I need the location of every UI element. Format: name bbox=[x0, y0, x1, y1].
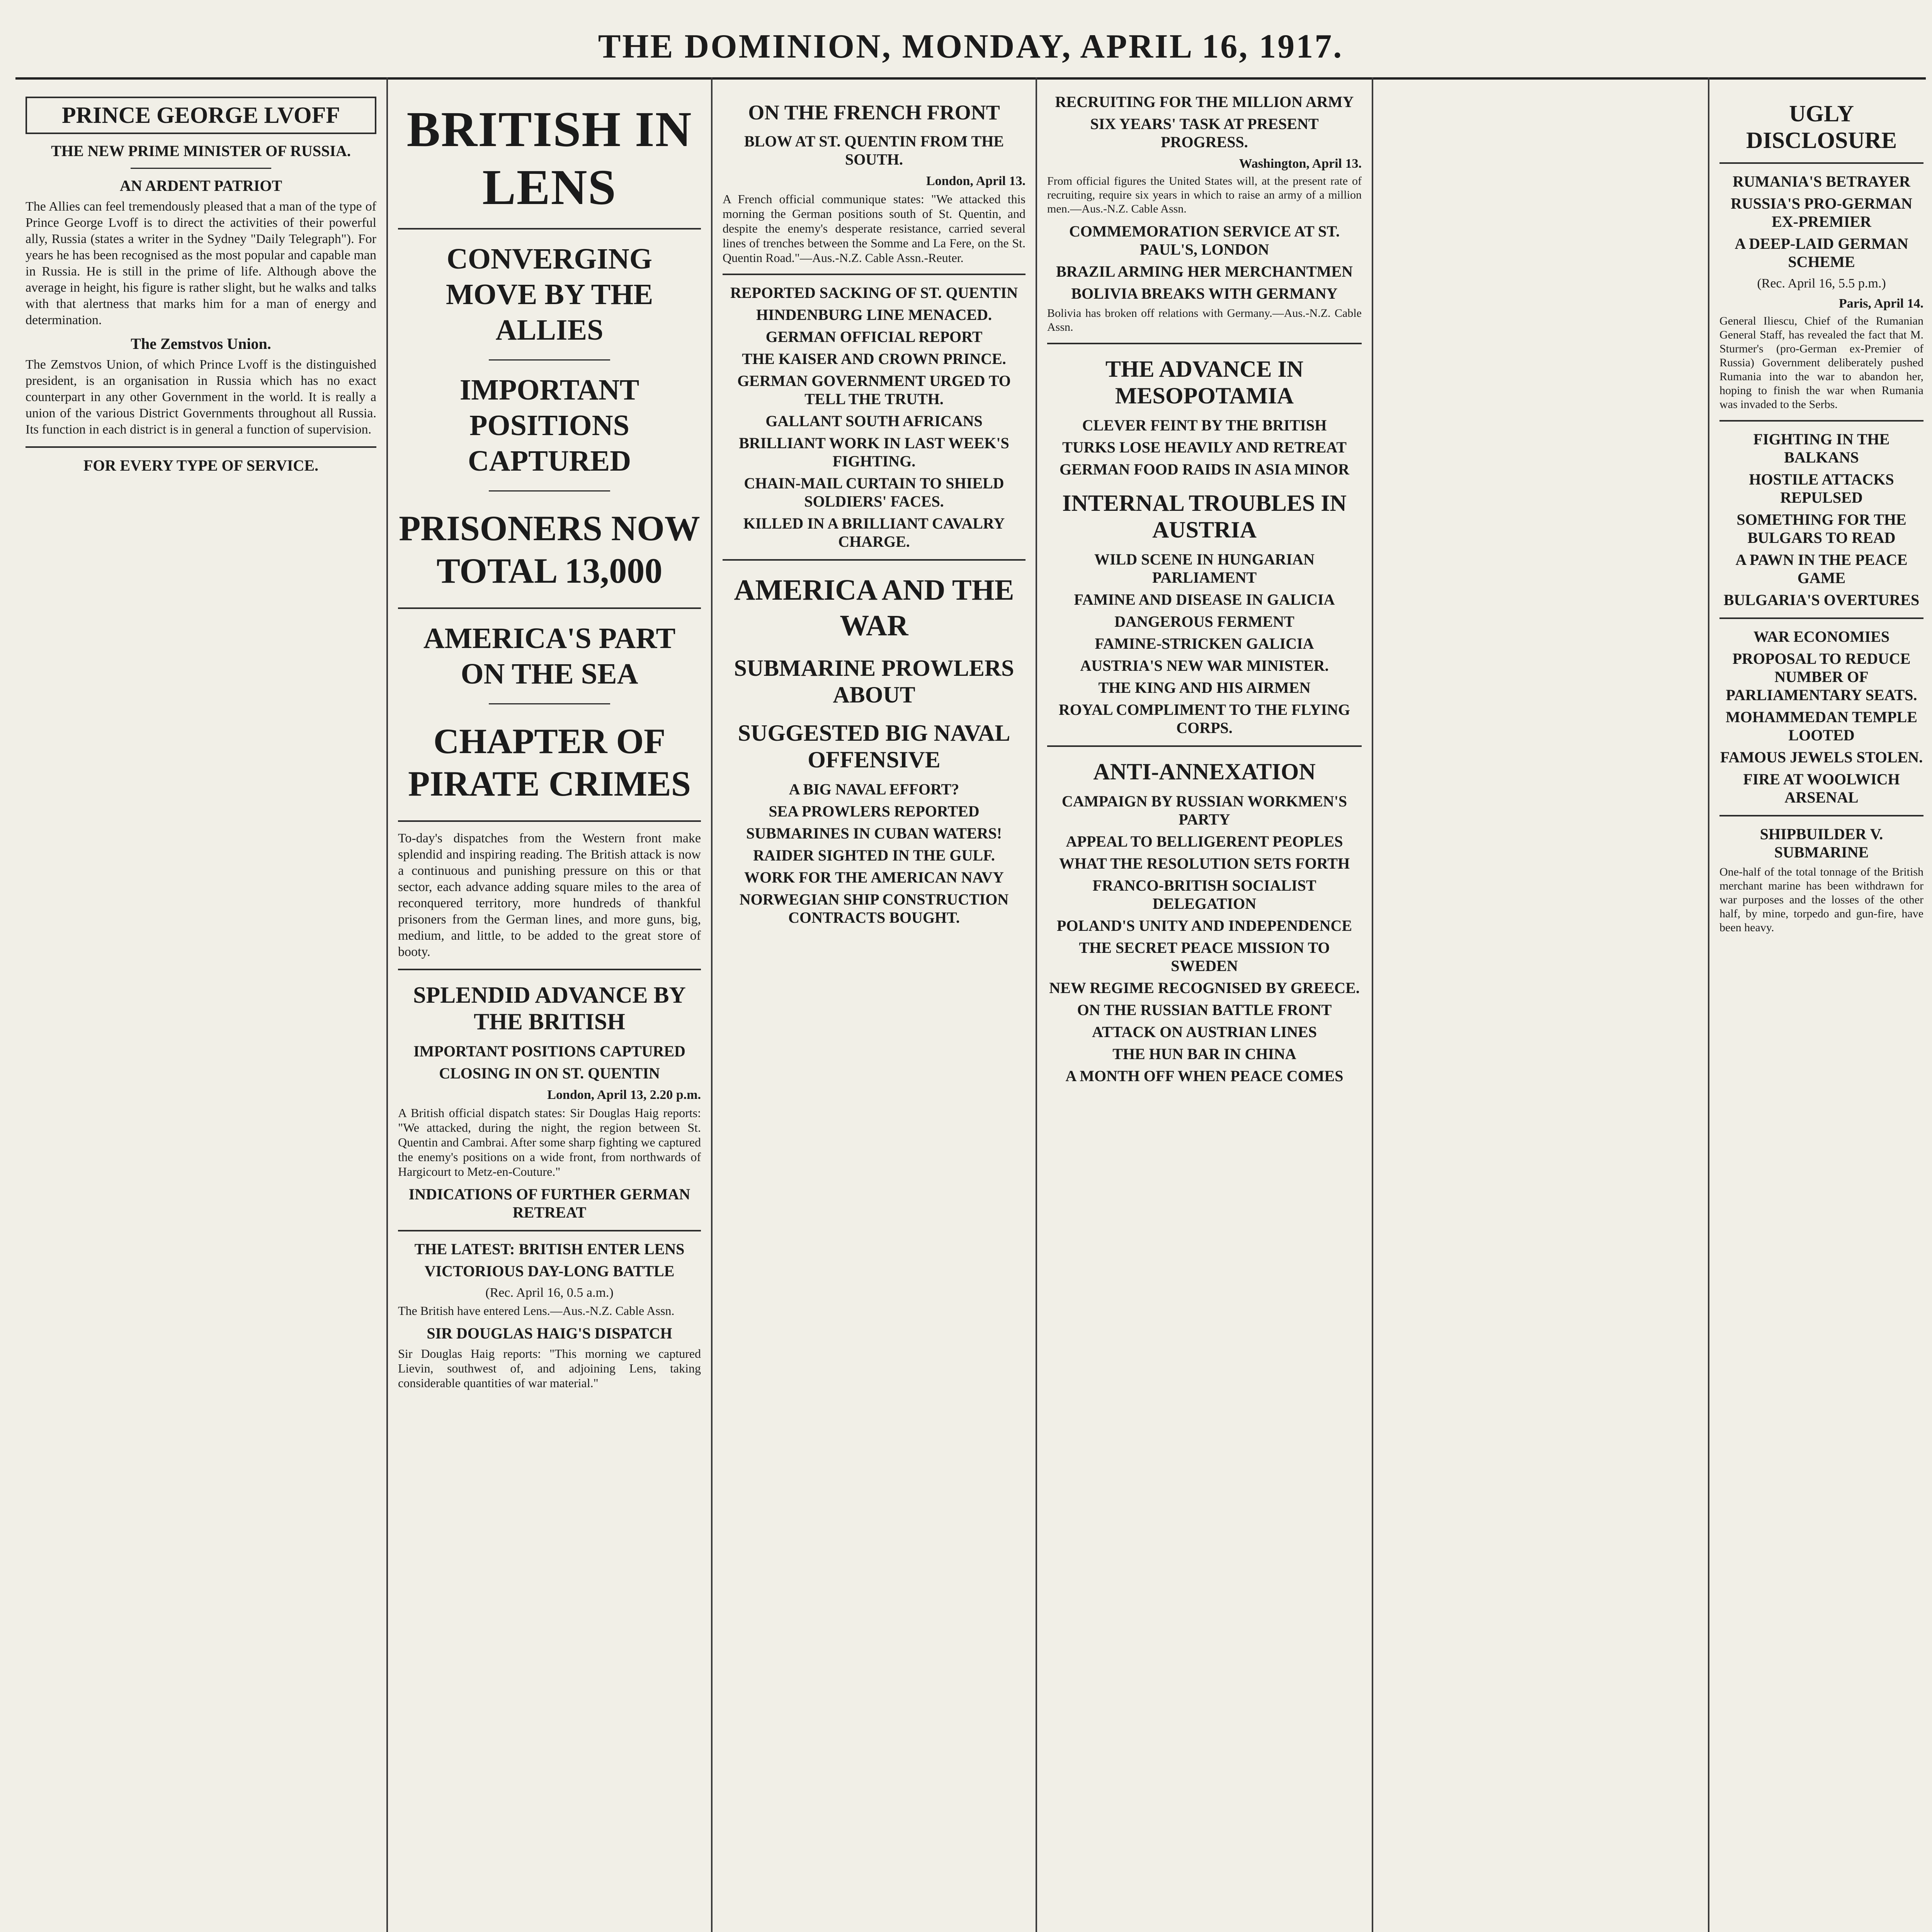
section-subheadline: ON THE RUSSIAN BATTLE FRONT bbox=[1077, 1001, 1332, 1019]
divider bbox=[1047, 745, 1362, 747]
masthead-rule bbox=[15, 77, 1926, 80]
section-subheadline: A BIG NAVAL EFFORT? bbox=[789, 781, 959, 798]
divider bbox=[489, 490, 610, 492]
section-subheadline: CLEVER FEINT BY THE BRITISH bbox=[1082, 417, 1327, 434]
section-subheadline: BOLIVIA BREAKS WITH GERMANY bbox=[1071, 285, 1338, 302]
section-subheadline: SIR DOUGLAS HAIG'S DISPATCH bbox=[427, 1325, 672, 1342]
divider bbox=[489, 359, 610, 361]
section-subheadline: A MONTH OFF WHEN PEACE COMES bbox=[1065, 1067, 1344, 1085]
section-subheadline: BRAZIL ARMING HER MERCHANTMEN bbox=[1056, 263, 1353, 280]
divider bbox=[1719, 162, 1923, 164]
column-french-front bbox=[713, 89, 1036, 1932]
section-subheadline: SEA PROWLERS REPORTED bbox=[769, 803, 980, 820]
sub-headline: PRISONERS NOW TOTAL 13,000 bbox=[399, 509, 700, 590]
section-subheadline: THE SECRET PEACE MISSION TO SWEDEN bbox=[1079, 939, 1330, 975]
section-subheadline: GERMAN GOVERNMENT URGED TO TELL THE TRUTH. bbox=[737, 372, 1011, 408]
article-paragraph: The Zemstvos Union, of which Prince Lvoff is the distinguished president, is an organisation in Russia which has no exact counterpart in any other Government in the world. It is really a union of the various District Governments throughout all Russia. Its function in each district is in general a function of supervision. bbox=[26, 357, 376, 437]
article-paragraph: Bolivia has broken off relations with Germany.—Aus.-N.Z. Cable Assn. bbox=[1047, 307, 1362, 333]
column-ugly-disclosure bbox=[1709, 89, 1932, 1932]
section-subheadline: SUGGESTED BIG NAVAL OFFENSIVE bbox=[738, 720, 1010, 772]
section-subheadline: RAIDER SIGHTED IN THE GULF. bbox=[753, 847, 995, 864]
section-subheadline: MOHAMMEDAN TEMPLE LOOTED bbox=[1726, 708, 1917, 744]
section-subheadline: SUBMARINE PROWLERS ABOUT bbox=[734, 655, 1014, 707]
section-subheadline: A DEEP-LAID GERMAN SCHEME bbox=[1735, 235, 1908, 270]
column-british-in-lens bbox=[388, 89, 711, 1932]
section-subheadline: VICTORIOUS DAY-LONG BATTLE bbox=[424, 1262, 675, 1280]
article-paragraph: The British have entered Lens.—Aus.-N.Z. Cable Assn. bbox=[398, 1304, 675, 1318]
article-headline: PRINCE GEORGE LVOFF bbox=[26, 97, 376, 134]
section-headline: AMERICA AND THE WAR bbox=[734, 574, 1014, 642]
section-subheadline: THE KAISER AND CROWN PRINCE. bbox=[742, 350, 1006, 367]
section-subheadline: NORWEGIAN SHIP CONSTRUCTION CONTRACTS BOUGHT. bbox=[739, 891, 1009, 926]
sub-headline: IMPORTANT POSITIONS CAPTURED bbox=[459, 374, 639, 477]
section-subheadline: ATTACK ON AUSTRIAN LINES bbox=[1092, 1023, 1317, 1041]
column-prince-lvoff bbox=[15, 89, 386, 1932]
sub-headline: AMERICA'S PART ON THE SEA bbox=[423, 622, 676, 690]
article-subheadline: AN ARDENT PATRIOT bbox=[119, 177, 282, 194]
article-paragraph: From official figures the United States will, at the present rate of recruiting, require six years in which to raise an army of a million men.—Aus.-N.Z. Cable Assn. bbox=[1047, 175, 1362, 215]
section-subheadline: HINDENBURG LINE MENACED. bbox=[756, 306, 992, 323]
dateline: London, April 13, 2.20 p.m. bbox=[547, 1088, 701, 1102]
section-subheadline: CLOSING IN ON ST. QUENTIN bbox=[439, 1065, 660, 1082]
section-subheadline: BULGARIA'S OVERTURES bbox=[1723, 591, 1920, 609]
divider bbox=[398, 228, 701, 230]
divider bbox=[723, 559, 1026, 561]
section-subheadline: REPORTED SACKING OF ST. QUENTIN bbox=[730, 284, 1018, 301]
section-subheadline: THE HUN BAR IN CHINA bbox=[1112, 1045, 1296, 1063]
masthead: THE DOMINION, MONDAY, APRIL 16, 1917. bbox=[598, 28, 1344, 65]
divider bbox=[489, 703, 610, 704]
section-headline: UGLY DISCLOSURE bbox=[1746, 101, 1897, 153]
section-subheadline: PROPOSAL TO REDUCE NUMBER OF PARLIAMENTARY SEATS. bbox=[1726, 650, 1917, 704]
divider bbox=[26, 446, 376, 448]
article-paragraph: General Iliescu, Chief of the Rumanian General Staff, has revealed the fact that M. Sturmer's (pro-German ex-Premier of Russia) Government deliberately pushed Rumania into the war to abandon her, hoping to finish the war when Rumania was invaded to the Serbs. bbox=[1719, 315, 1923, 411]
section-subheadline: GERMAN OFFICIAL REPORT bbox=[765, 328, 983, 345]
section-subheadline: FRANCO-BRITISH SOCIALIST DELEGATION bbox=[1092, 877, 1316, 912]
column-recruiting bbox=[1037, 89, 1372, 1932]
section-subheadline: FIRE AT WOOLWICH ARSENAL bbox=[1743, 770, 1900, 806]
section-headline: SPLENDID ADVANCE BY THE BRITISH bbox=[413, 982, 686, 1034]
divider bbox=[398, 820, 701, 822]
section-subheadline: BLOW AT ST. QUENTIN FROM THE SOUTH. bbox=[744, 133, 1004, 168]
sub-headline: CHAPTER OF PIRATE CRIMES bbox=[408, 721, 691, 803]
dateline: (Rec. April 16, 5.5 p.m.) bbox=[1757, 276, 1886, 291]
advert-heading: FOR EVERY TYPE OF SERVICE. bbox=[83, 457, 318, 474]
section-subheadline: HOSTILE ATTACKS REPULSED bbox=[1749, 471, 1894, 506]
section-subheadline: FAMINE AND DISEASE IN GALICIA bbox=[1074, 591, 1335, 608]
section-subheadline: FAMINE-STRICKEN GALICIA bbox=[1095, 635, 1314, 652]
section-heading: The Zemstvos Union. bbox=[131, 335, 271, 352]
section-subheadline: GERMAN FOOD RAIDS IN ASIA MINOR bbox=[1059, 461, 1350, 478]
dateline: Paris, April 14. bbox=[1838, 296, 1923, 311]
column-rule bbox=[1372, 77, 1373, 1932]
section-subheadline: ROYAL COMPLIMENT TO THE FLYING CORPS. bbox=[1058, 701, 1350, 736]
section-subheadline: POLAND'S UNITY AND INDEPENDENCE bbox=[1056, 917, 1352, 934]
section-subheadline: WORK FOR THE AMERICAN NAVY bbox=[744, 869, 1004, 886]
main-headline: BRITISH IN LENS bbox=[406, 102, 692, 215]
divider bbox=[398, 1230, 701, 1231]
divider bbox=[398, 607, 701, 609]
section-subheadline: FIGHTING IN THE BALKANS bbox=[1753, 430, 1890, 466]
divider bbox=[398, 969, 701, 970]
article-paragraph: A French official communique states: "We attacked this morning the German positions south of St. Quentin, and despite the enemy's desperate resistance, carried several lines of trenches between the Somme and La Fere, on the St. Quentin Road."—Aus.-N.Z. Cable Assn.-Reuter. bbox=[723, 192, 1026, 265]
divider bbox=[1719, 420, 1923, 422]
section-headline: INTERNAL TROUBLES IN AUSTRIA bbox=[1062, 490, 1347, 543]
divider bbox=[1047, 343, 1362, 344]
section-subheadline: THE KING AND HIS AIRMEN bbox=[1098, 679, 1311, 696]
section-subheadline: IMPORTANT POSITIONS CAPTURED bbox=[413, 1043, 685, 1060]
section-subheadline: COMMEMORATION SERVICE AT ST. PAUL'S, LONDON bbox=[1069, 223, 1340, 258]
section-subheadline: FAMOUS JEWELS STOLEN. bbox=[1720, 748, 1923, 766]
article-paragraph: To-day's dispatches from the Western front make splendid and inspiring reading. The British attack is now a continuous and punishing pressure on this or that sector, each advance adding square miles to the area of reconquered territory, more hundreds of thankful prisoners from the German lines, and more guns, big, medium, and little, to be added to the great store of booty. bbox=[398, 831, 701, 959]
section-subheadline: BRILLIANT WORK IN LAST WEEK'S FIGHTING. bbox=[739, 434, 1009, 470]
section-subheadline: RUMANIA'S BETRAYER bbox=[1733, 173, 1910, 190]
dateline: (Rec. April 16, 0.5 a.m.) bbox=[485, 1286, 614, 1300]
section-headline: ANTI-ANNEXATION bbox=[1093, 759, 1316, 784]
divider bbox=[1719, 815, 1923, 816]
section-subheadline: SHIPBUILDER V. SUBMARINE bbox=[1760, 825, 1883, 861]
section-subheadline: KILLED IN A BRILLIANT CAVALRY CHARGE. bbox=[743, 515, 1005, 550]
section-subheadline: A PAWN IN THE PEACE GAME bbox=[1735, 551, 1908, 587]
section-headline: RECRUITING FOR THE MILLION ARMY bbox=[1055, 93, 1354, 111]
sub-headline: CONVERGING MOVE BY THE ALLIES bbox=[446, 243, 653, 346]
section-subheadline: CHAIN-MAIL CURTAIN TO SHIELD SOLDIERS' FACES. bbox=[744, 474, 1004, 510]
divider bbox=[1719, 617, 1923, 619]
section-headline: ON THE FRENCH FRONT bbox=[748, 101, 1000, 124]
section-subheadline: WILD SCENE IN HUNGARIAN PARLIAMENT bbox=[1094, 551, 1315, 586]
section-subheadline: AUSTRIA'S NEW WAR MINISTER. bbox=[1080, 657, 1329, 674]
section-subheadline: INDICATIONS OF FURTHER GERMAN RETREAT bbox=[408, 1185, 690, 1221]
section-subheadline: GALLANT SOUTH AFRICANS bbox=[765, 412, 983, 430]
section-subheadline: WHAT THE RESOLUTION SETS FORTH bbox=[1059, 855, 1350, 872]
section-subheadline: CAMPAIGN BY RUSSIAN WORKMEN'S PARTY bbox=[1061, 793, 1347, 828]
article-paragraph: The Allies can feel tremendously pleased that a man of the type of Prince George Lvoff is to direct the activities of their powerful ally, Russia (states a writer in the Sydney "Daily Telegraph"). For years he has been recognised as the most popular and capable man in Russia. He is still in the prime of life. Although above the average in height, his figure is rather slight, but he walks and talks with that alertness that marks him for a man of energy and determination. bbox=[26, 199, 376, 327]
section-subheadline: SUBMARINES IN CUBAN WATERS! bbox=[746, 825, 1002, 842]
article-paragraph: One-half of the total tonnage of the British merchant marine has been withdrawn for war purposes and the losses of the other half, by mine, torpedo and gun-fire, have been heavy. bbox=[1719, 866, 1923, 934]
section-headline: THE ADVANCE IN MESOPOTAMIA bbox=[1105, 356, 1304, 408]
divider bbox=[131, 168, 271, 169]
article-subheadline: THE NEW PRIME MINISTER OF RUSSIA. bbox=[51, 142, 351, 160]
section-subheadline: WAR ECONOMIES bbox=[1753, 628, 1890, 645]
section-subheadline: THE LATEST: BRITISH ENTER LENS bbox=[414, 1240, 685, 1258]
section-subheadline: RUSSIA'S PRO-GERMAN EX-PREMIER bbox=[1730, 195, 1913, 230]
dateline: Washington, April 13. bbox=[1239, 156, 1362, 171]
section-subheadline: APPEAL TO BELLIGERENT PEOPLES bbox=[1066, 833, 1343, 850]
section-subheadline: DANGEROUS FERMENT bbox=[1114, 613, 1294, 630]
divider bbox=[723, 274, 1026, 275]
section-subheadline: SOMETHING FOR THE BULGARS TO READ bbox=[1736, 511, 1906, 546]
dateline: London, April 13. bbox=[926, 174, 1026, 188]
section-subheadline: TURKS LOSE HEAVILY AND RETREAT bbox=[1062, 439, 1347, 456]
section-subheadline: NEW REGIME RECOGNISED BY GREECE. bbox=[1049, 979, 1360, 997]
article-paragraph: Sir Douglas Haig reports: "This morning we captured Lievin, southwest of, and adjoining Lens, taking considerable quantities of war material." bbox=[398, 1347, 701, 1390]
section-subheadline: SIX YEARS' TASK AT PRESENT PROGRESS. bbox=[1090, 115, 1319, 151]
article-paragraph: A British official dispatch states: Sir Douglas Haig reports: "We attacked, during the night, the region between St. Quentin and Cambrai. After some sharp fighting we captured the enemy's positions on a wide front, from northwards of Hargicourt to Metz-en-Couture." bbox=[398, 1106, 701, 1179]
